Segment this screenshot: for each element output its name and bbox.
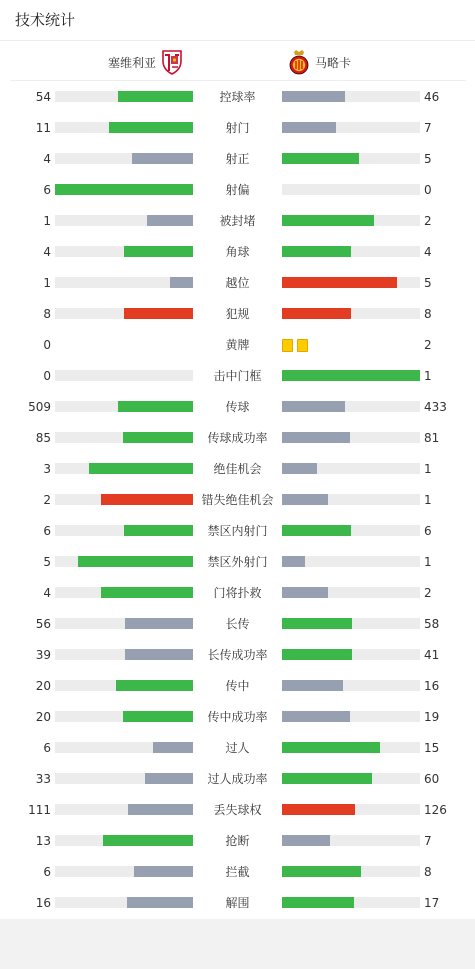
stat-row	[0, 516, 475, 547]
home-stat-value: 4	[43, 245, 51, 259]
away-stat-bar	[282, 432, 420, 443]
away-stat-bar-fill	[282, 308, 351, 319]
away-stat-value: 126	[424, 803, 447, 817]
away-stat-value: 7	[424, 834, 432, 848]
stat-row	[0, 640, 475, 671]
away-stat-value: 5	[424, 152, 432, 166]
away-stat-value: 58	[424, 617, 440, 631]
away-stat-bar-fill	[282, 246, 351, 257]
away-stat-bar	[282, 184, 420, 195]
stat-label: 黄牌	[225, 338, 250, 352]
home-stat-bar-fill	[55, 184, 193, 195]
stat-row	[0, 361, 475, 392]
stat-row	[0, 764, 475, 795]
away-stat-bar	[282, 122, 420, 133]
home-stat-value: 39	[35, 648, 51, 662]
home-stat-bar-fill	[101, 494, 193, 505]
away-stat-value: 1	[424, 369, 432, 383]
home-stat-value: 5	[43, 555, 51, 569]
away-stat-value: 0	[424, 183, 432, 197]
away-stat-bar	[282, 556, 420, 567]
home-stat-bar	[55, 463, 193, 474]
away-stat-bar	[282, 742, 420, 753]
away-stat-bar	[282, 246, 420, 257]
stat-label: 拦截	[225, 865, 250, 879]
home-stat-bar	[55, 122, 193, 133]
away-stat-value: 5	[424, 276, 432, 290]
away-team-name: 马略卡	[315, 55, 352, 70]
away-stat-bar-fill	[282, 742, 380, 753]
home-stat-bar	[55, 773, 193, 784]
stat-label: 过人成功率	[207, 772, 268, 786]
home-stat-value: 1	[43, 214, 51, 228]
stat-row	[0, 113, 475, 144]
stat-row	[0, 206, 475, 237]
stat-label: 传中成功率	[207, 710, 268, 724]
away-stat-bar-fill	[282, 215, 374, 226]
sevilla-crest-icon	[161, 49, 183, 75]
away-stat-bar-fill	[282, 277, 397, 288]
stats-list	[0, 82, 475, 919]
away-stat-value: 4	[424, 245, 432, 259]
stat-label: 被封堵	[219, 214, 256, 228]
home-stat-bar-fill	[89, 463, 193, 474]
away-stat-bar	[282, 494, 420, 505]
away-stat-bar	[282, 711, 420, 722]
home-stat-bar	[55, 804, 193, 815]
home-stat-value: 2	[43, 493, 51, 507]
away-stat-bar-fill	[282, 804, 355, 815]
stat-label: 越位	[225, 276, 250, 290]
away-stat-bar-fill	[282, 525, 351, 536]
away-stat-value: 1	[424, 555, 432, 569]
away-stat-bar-fill	[282, 122, 336, 133]
away-stat-bar-fill	[282, 897, 354, 908]
home-stat-bar	[55, 835, 193, 846]
stat-row	[0, 826, 475, 857]
away-stat-bar	[282, 91, 420, 102]
home-stat-bar-fill	[134, 866, 193, 877]
stat-row	[0, 702, 475, 733]
home-stat-bar-fill	[101, 587, 193, 598]
home-stat-value: 4	[43, 152, 51, 166]
stat-label: 传球	[225, 400, 250, 414]
stat-label: 射门	[225, 121, 250, 135]
home-stat-bar	[55, 401, 193, 412]
home-stat-value: 20	[35, 710, 51, 724]
home-stat-bar	[55, 91, 193, 102]
away-stat-bar	[282, 587, 420, 598]
page-title: 技术统计	[15, 11, 76, 29]
home-stat-bar-fill	[124, 525, 193, 536]
home-stat-value: 33	[35, 772, 51, 786]
away-stat-bar-fill	[282, 618, 352, 629]
home-stat-bar-fill	[128, 804, 193, 815]
away-stat-bar	[282, 153, 420, 164]
stat-row	[0, 175, 475, 206]
stat-label: 角球	[225, 245, 250, 259]
home-stat-value: 20	[35, 679, 51, 693]
away-stat-bar-fill	[282, 866, 361, 877]
away-stat-bar	[282, 308, 420, 319]
mallorca-crest-icon	[288, 49, 310, 75]
away-stat-value: 60	[424, 772, 440, 786]
home-stat-value: 8	[43, 307, 51, 321]
stat-label: 射正	[225, 152, 250, 166]
home-stat-bar	[55, 897, 193, 908]
stat-row	[0, 888, 475, 919]
home-stat-bar	[55, 308, 193, 319]
away-stat-value: 2	[424, 214, 432, 228]
away-stat-value: 433	[424, 400, 447, 414]
yellow-card-icon	[282, 339, 293, 352]
stat-row	[0, 485, 475, 516]
stat-row	[0, 578, 475, 609]
away-stat-bar-fill	[282, 649, 352, 660]
home-stat-bar	[55, 277, 193, 288]
yellow-cards	[282, 339, 308, 352]
home-stat-bar	[55, 556, 193, 567]
home-stat-bar-fill	[127, 897, 193, 908]
stat-row	[0, 454, 475, 485]
home-stat-bar-fill	[145, 773, 193, 784]
home-stat-bar	[55, 618, 193, 629]
stat-row	[0, 144, 475, 175]
home-stat-value: 6	[43, 741, 51, 755]
away-stat-value: 8	[424, 307, 432, 321]
home-stat-value: 111	[28, 803, 51, 817]
home-stat-value: 85	[35, 431, 51, 445]
stat-row	[0, 268, 475, 299]
home-stat-bar-fill	[118, 91, 193, 102]
stat-label: 射偏	[225, 183, 250, 197]
stat-label: 抢断	[225, 834, 250, 848]
stat-label: 击中门框	[213, 369, 262, 383]
away-stat-bar	[282, 680, 420, 691]
away-stat-bar	[282, 463, 420, 474]
home-stat-bar-fill	[124, 308, 193, 319]
home-stat-value: 6	[43, 524, 51, 538]
home-stat-bar-fill	[118, 401, 193, 412]
home-stat-value: 6	[43, 865, 51, 879]
home-stat-bar-fill	[132, 153, 193, 164]
home-stat-bar	[55, 494, 193, 505]
home-stat-bar-fill	[123, 711, 193, 722]
teams-header	[10, 41, 466, 81]
home-stat-value: 1	[43, 276, 51, 290]
away-stat-bar	[282, 897, 420, 908]
stat-row	[0, 237, 475, 268]
away-stat-bar	[282, 525, 420, 536]
home-stat-bar	[55, 432, 193, 443]
stat-row	[0, 82, 475, 113]
stat-label: 过人	[225, 741, 250, 755]
away-stat-bar-fill	[282, 432, 350, 443]
away-stat-bar-fill	[282, 556, 305, 567]
home-stat-value: 16	[35, 896, 51, 910]
home-stat-value: 54	[35, 90, 51, 104]
home-stat-value: 0	[43, 369, 51, 383]
home-stat-bar	[55, 742, 193, 753]
stat-label: 传中	[225, 679, 250, 693]
home-stat-bar	[55, 525, 193, 536]
home-stat-value: 3	[43, 462, 51, 476]
away-stat-value: 19	[424, 710, 440, 724]
away-stat-bar	[282, 370, 420, 381]
stat-row	[0, 671, 475, 702]
stat-row	[0, 795, 475, 826]
away-stat-value: 46	[424, 90, 440, 104]
stat-label: 禁区内射门	[207, 524, 268, 538]
stat-label: 门将扑救	[213, 586, 262, 600]
home-stat-bar	[55, 711, 193, 722]
stat-label: 绝佳机会	[213, 462, 262, 476]
stat-label: 犯规	[225, 307, 250, 321]
away-stat-value: 1	[424, 493, 432, 507]
away-stat-bar-fill	[282, 835, 330, 846]
home-stat-bar	[55, 866, 193, 877]
away-stat-bar-fill	[282, 153, 359, 164]
home-stat-value: 0	[43, 338, 51, 352]
home-stat-bar	[55, 184, 193, 195]
stat-label: 禁区外射门	[207, 555, 268, 569]
home-stat-bar-fill	[116, 680, 193, 691]
stat-label: 长传成功率	[207, 648, 268, 662]
home-stat-bar-fill	[78, 556, 193, 567]
away-stat-bar-fill	[282, 494, 328, 505]
home-stat-bar	[55, 587, 193, 598]
home-stat-value: 6	[43, 183, 51, 197]
home-stat-bar-fill	[153, 742, 193, 753]
away-stat-bar-fill	[282, 587, 328, 598]
away-stat-bar	[282, 804, 420, 815]
away-stat-value: 2	[424, 586, 432, 600]
stat-label: 解围	[225, 896, 250, 910]
away-stat-bar	[282, 773, 420, 784]
home-stat-bar-fill	[170, 277, 193, 288]
away-stat-bar-fill	[282, 463, 317, 474]
away-stat-value: 1	[424, 462, 432, 476]
home-team-name: 塞维利亚	[107, 55, 156, 70]
away-stat-bar	[282, 866, 420, 877]
away-stat-bar-fill	[282, 91, 345, 102]
away-stat-bar-fill	[282, 773, 372, 784]
home-stat-value: 11	[35, 121, 51, 135]
home-stat-value: 13	[35, 834, 51, 848]
stat-row	[0, 733, 475, 764]
away-stat-bar	[282, 401, 420, 412]
away-stat-bar	[282, 618, 420, 629]
away-stat-value: 8	[424, 865, 432, 879]
home-stat-bar	[55, 649, 193, 660]
away-stat-bar	[282, 277, 420, 288]
stat-row	[0, 547, 475, 578]
home-stat-bar	[55, 680, 193, 691]
home-stat-bar	[55, 246, 193, 257]
home-stat-value: 509	[28, 400, 51, 414]
home-stat-bar-fill	[147, 215, 193, 226]
away-stat-bar-fill	[282, 370, 420, 381]
stat-row	[0, 299, 475, 330]
stat-label: 错失绝佳机会	[201, 493, 274, 507]
away-stat-value: 2	[424, 338, 432, 352]
away-stat-bar-fill	[282, 680, 343, 691]
stat-row	[0, 857, 475, 888]
home-stat-bar-fill	[123, 432, 193, 443]
stat-row	[0, 609, 475, 640]
home-stat-bar	[55, 215, 193, 226]
away-stat-bar	[282, 215, 420, 226]
stat-row	[0, 423, 475, 454]
stat-label: 长传	[225, 617, 250, 631]
stat-row	[0, 392, 475, 423]
away-stat-bar	[282, 835, 420, 846]
away-stat-value: 41	[424, 648, 440, 662]
home-stat-bar-fill	[109, 122, 193, 133]
stat-row	[0, 330, 475, 361]
home-team[interactable]	[108, 49, 183, 75]
away-stat-value: 16	[424, 679, 440, 693]
away-stat-bar-fill	[282, 711, 350, 722]
home-stat-bar-fill	[103, 835, 193, 846]
home-stat-bar	[55, 370, 193, 381]
away-team[interactable]	[288, 49, 351, 75]
home-stat-bar	[55, 153, 193, 164]
stat-label: 丢失球权	[213, 803, 262, 817]
away-stat-value: 81	[424, 431, 440, 445]
home-stat-bar-fill	[125, 649, 193, 660]
home-stat-value: 56	[35, 617, 51, 631]
home-stat-bar-fill	[124, 246, 193, 257]
stat-label: 传球成功率	[207, 431, 268, 445]
away-stat-value: 17	[424, 896, 440, 910]
stat-label: 控球率	[219, 90, 256, 104]
away-stat-value: 7	[424, 121, 432, 135]
away-stat-bar	[282, 649, 420, 660]
home-stat-bar-fill	[125, 618, 193, 629]
away-stat-value: 6	[424, 524, 432, 538]
away-stat-bar-fill	[282, 401, 345, 412]
home-stat-value: 4	[43, 586, 51, 600]
yellow-card-icon	[297, 339, 308, 352]
away-stat-value: 15	[424, 741, 440, 755]
